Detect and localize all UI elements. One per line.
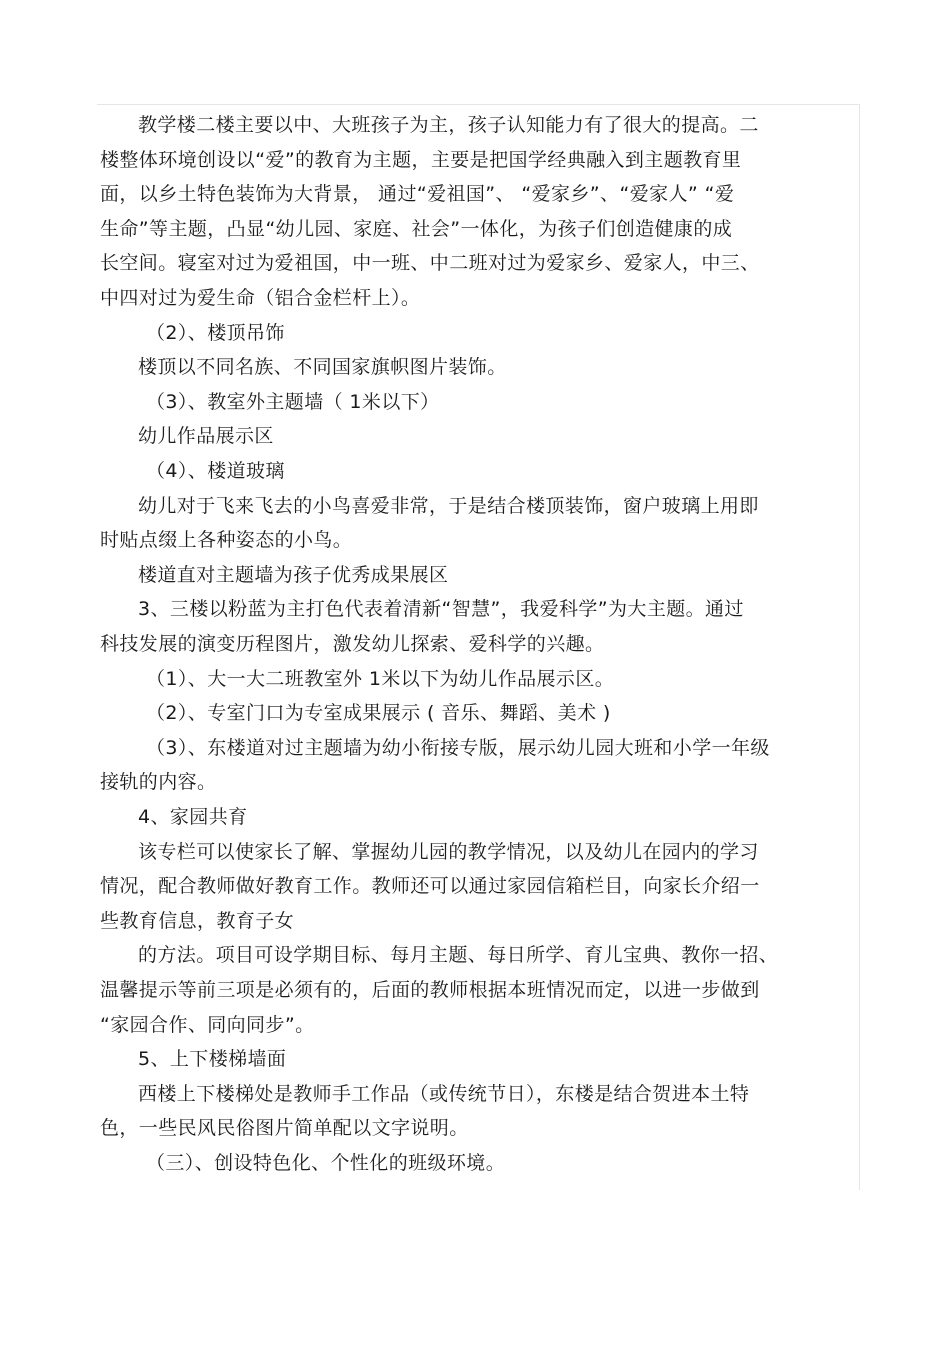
text-line: 楼道直对主题墙为孩子优秀成果展区 [138, 563, 449, 586]
text-line: 温馨提示等前三项是必须有的，后面的教师根据本班情况而定，以进一步做到 [100, 979, 760, 1001]
text-line: 面，以乡土特色装饰为大背景， 通过“爱祖国”、 “爱家乡”、“爱家人” “爱 [100, 183, 735, 206]
right-rule [859, 104, 860, 1190]
text-line: 长空间。寝室对过为爱祖国，中一班、中二班对过为爱家乡、爱家人，中三、 [100, 252, 760, 275]
text-line: （2）、楼顶吊饰 [146, 321, 285, 344]
text-line: 时贴点缀上各种姿态的小鸟。 [100, 529, 353, 552]
text-line: 5、上下楼梯墙面 [138, 1048, 287, 1071]
text-line: 些教育信息，教育子女 [100, 909, 295, 932]
text-line: （三）、创设特色化、个性化的班级环境。 [146, 1152, 506, 1174]
text-line: （3）、东楼道对过主题墙为幼小衔接专版，展示幼儿园大班和小学一年级 [146, 736, 770, 759]
text-line: 的方法。项目可设学期目标、每月主题、每日所学、育儿宝典、教你一招、 [138, 944, 779, 967]
text-line: （2）、专室门口为专室成果展示 ( 音乐、舞蹈、美术 ) [146, 702, 611, 725]
text-line: （3）、教室外主题墙（ 1米以下） [146, 390, 440, 413]
text-line: 4、家园共育 [138, 806, 248, 828]
text-line: “家园合作、同向同步”。 [100, 1013, 315, 1036]
text-line: 该专栏可以使家长了解、掌握幼儿园的教学情况，以及幼儿在园内的学习 [138, 840, 759, 863]
text-line: 中四对过为爱生命（铝合金栏杆上）。 [100, 287, 421, 309]
text-line: 幼儿对于飞来飞去的小鸟喜爱非常，于是结合楼顶装饰，窗户玻璃上用即 [138, 494, 759, 517]
text-line: （4）、楼道玻璃 [146, 460, 285, 482]
top-rule [97, 104, 860, 105]
text-line: 情况，配合教师做好教育工作。教师还可以通过家园信箱栏目，向家长介绍一 [100, 875, 760, 898]
text-line: 楼顶以不同名族、不同国家旗帜图片装饰。 [138, 356, 507, 379]
text-line: （1）、大一大二班教室外 1米以下为幼儿作品展示区。 [146, 667, 615, 690]
text-line: 色，一些民风民俗图片简单配以文字说明。 [100, 1117, 469, 1140]
text-line: 科技发展的演变历程图片，激发幼儿探索、爱科学的兴趣。 [100, 633, 605, 655]
text-line: 教学楼二楼主要以中、大班孩子为主，孩子认知能力有了很大的提高。二 [138, 114, 759, 136]
text-line: 楼整体环境创设以“爱”的教育为主题，主要是把国学经典融入到主题教育里 [100, 148, 742, 171]
text-line: 西楼上下楼梯处是教师手工作品（或传统节日），东楼是结合贺进本土特 [138, 1082, 750, 1105]
text-line: 生命”等主题，凸显“幼儿园、家庭、社会”一体化，为孩子们创造健康的成 [100, 217, 733, 240]
text-line: 3、三楼以粉蓝为主打色代表着清新“智慧”，我爱科学”为大主题。通过 [138, 598, 744, 621]
text-line: 接轨的内容。 [100, 771, 217, 794]
text-line: 幼儿作品展示区 [138, 425, 274, 448]
